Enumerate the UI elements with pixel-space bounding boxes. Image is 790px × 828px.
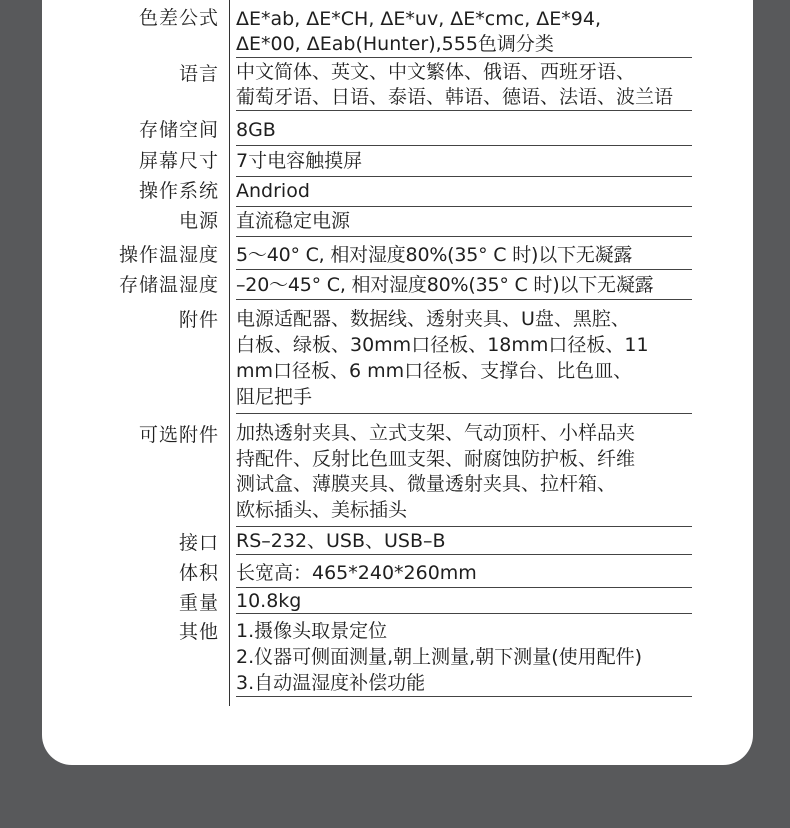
spec-label: 操作温湿度 [118, 244, 219, 266]
spec-value [236, 559, 692, 588]
spec-label: 屏幕尺寸 [138, 150, 219, 172]
column-divider [229, 0, 230, 706]
spec-value-line: Andriod [236, 180, 310, 202]
spec-label: 体积 [178, 562, 219, 584]
spec-value [236, 177, 692, 207]
spec-value-line: 2.仪器可侧面测量,朝上测量,朝下测量(使用配件) [236, 646, 643, 668]
spec-value [236, 306, 692, 414]
spec-label: 电源 [178, 210, 219, 232]
spec-value-line: RS–232、USB、USB–B [236, 530, 446, 552]
spec-value-line: ΔE*00, ΔEab(Hunter),555色调分类 [236, 33, 554, 55]
spec-label: 操作系统 [138, 180, 219, 202]
spec-value-line: 10.8kg [236, 590, 302, 612]
spec-label: 其他 [178, 621, 219, 643]
spec-value-line: 测试盒、薄膜夹具、微量透射夹具、拉杆箱、 [236, 473, 617, 495]
spec-value [236, 421, 692, 527]
spec-value-line: 加热透射夹具、立式支架、气动顶杆、小样品夹 [236, 422, 636, 444]
spec-value-line: ΔE*ab, ΔE*CH, ΔE*uv, ΔE*cmc, ΔE*94, [236, 8, 601, 30]
spec-value-line: 直流稳定电源 [236, 210, 351, 232]
spec-value-line: 7寸电容触摸屏 [236, 150, 363, 172]
spec-value-line: 葡萄牙语、日语、泰语、韩语、德语、法语、波兰语 [236, 86, 674, 108]
spec-value-line: 3.自动温湿度补偿功能 [236, 672, 426, 694]
spec-label: 重量 [178, 592, 219, 614]
spec-value-line: 5～40° C, 相对湿度80%(35° C 时)以下无凝露 [236, 244, 633, 266]
spec-label: 语言 [178, 63, 219, 85]
spec-label: 色差公式 [138, 7, 219, 29]
spec-value-line: 8GB [236, 119, 276, 141]
spec-value [236, 529, 692, 555]
spec-value-line: 中文简体、英文、中文繁体、俄语、西班牙语、 [236, 61, 636, 83]
spec-label: 接口 [178, 532, 219, 554]
spec-label: 附件 [178, 309, 219, 331]
spec-value-line: mm口径板、6 mm口径板、支撑台、比色皿、 [236, 360, 633, 382]
spec-value-line: 阻尼把手 [236, 386, 313, 408]
spec-value [236, 589, 692, 614]
spec-value [236, 116, 692, 146]
spec-value-line: 持配件、反射比色皿支架、耐腐蚀防护板、纤维 [236, 447, 636, 470]
spec-value [236, 7, 692, 58]
spec-value [236, 207, 692, 237]
spec-value-line: 欧标插头、美标插头 [236, 498, 408, 521]
spec-label: 存储空间 [138, 119, 219, 141]
spec-value [236, 241, 692, 270]
spec-value-line: 1.摄像头取景定位 [236, 620, 388, 642]
spec-value [236, 147, 692, 177]
spec-value-line: 电源适配器、数据线、透射夹具、U盘、黑腔、 [236, 308, 630, 330]
spec-value-line: 白板、绿板、30mm口径板、18mm口径板、11 [236, 334, 649, 356]
spec-label: 可选附件 [138, 424, 219, 446]
spec-label: 存储温湿度 [118, 274, 219, 296]
spec-value [236, 60, 692, 111]
spec-value-line: –20～45° C, 相对湿度80%(35° C 时)以下无凝露 [236, 274, 654, 296]
spec-value-line: 长宽高：465*240*260mm [236, 562, 477, 584]
spec-value [236, 618, 692, 697]
spec-value [236, 271, 692, 300]
